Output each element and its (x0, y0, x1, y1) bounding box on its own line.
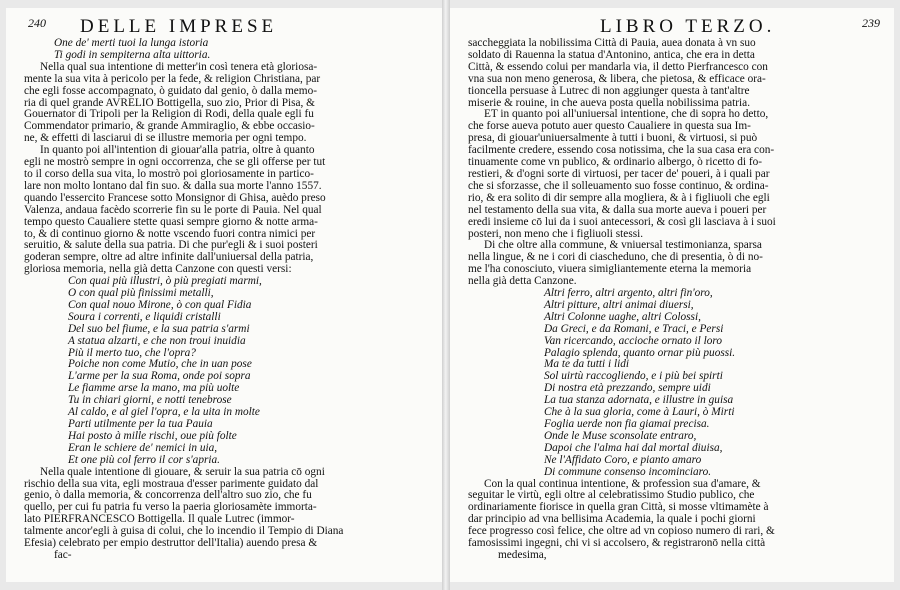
left-page-text-line: Parti utilmente per la tua Pauia (68, 418, 213, 430)
right-page-header (450, 8, 894, 38)
left-page-text (6, 38, 442, 562)
right-running-title: LIBRO TERZO. (600, 16, 776, 37)
left-page-text-line: Gouernator di Tripoli per la Religion di Rodi, della quale egli fu (24, 108, 314, 121)
left-page-text-line: gloriosa memoria, nella già detta Canzone con questi versi: (24, 263, 292, 276)
left-page-text-line: Efesia) celebrato per empio destruttor dell'Italia) auendo presa & (24, 537, 318, 550)
right-page-text-line: Con la qual continua intentione, & professìon sua d'amare, & (484, 477, 761, 490)
right-page-text-line: medesima, (498, 548, 547, 561)
left-page-text-line: Hai posto à mille rischi, oue più folte (68, 429, 237, 442)
left-page-text-line: Ti godi in sempiterna alta uittoria. (54, 48, 211, 61)
right-page-text-line: Città, & essendo colui per mandarla via, il detto Pierfrancesco con (468, 60, 768, 73)
left-page-text-line: A statua alzarti, e che non troui inuidia (68, 334, 246, 347)
left-page-text-line: che egli fosse accompagnato, ò guidato dal genio, ò dalla memo- (24, 84, 317, 97)
right-page-text-line: Van ricercando, accioche ornato il loro (544, 334, 722, 347)
left-page-text-line: Al caldo, e al giel l'opra, e la uita in molte (68, 406, 260, 419)
left-page-text-line: Nella quale intentione di giouare, & seruir la sua patria cō ogni (40, 465, 325, 478)
right-page-text-line: saccheggiata la nobilissima Città di Pauia, auea donata à vn suo (468, 37, 756, 49)
right-page-text-line: Dapoi che l'alma hai dal mortal diuisa, (544, 441, 723, 454)
left-page-text-line: to, & di continuo giorno & notte vscendo fuori contra nimici per (24, 227, 316, 240)
right-page-text-line: rio, & era solito di dir sempre alla mogliera, & à i figliuoli che egli (468, 191, 770, 204)
left-page-text-line: Le fiamme arse la mano, ma più uolte (68, 382, 240, 395)
left-page-text-line: seruitio, & salute della sua patria. Di che pur'egli & i suoi posteri (24, 239, 318, 252)
left-page-header (6, 8, 442, 38)
right-page-text-line: tinuamente come vn publico, & ordinario albergo, ò ricetto di fo- (468, 156, 763, 169)
right-page-text-line: eredi insieme cō lui da i suoi antecessori, & così gli lasciava à i suoi (468, 215, 776, 228)
left-page-text-line: Tu in chiari giorni, e notti tenebrose (68, 394, 232, 407)
left-page-text-line: ria di quel grande AVRELIO Bottigella, suo zio, Prior di Pisa, & (24, 96, 315, 109)
right-page-text-line: nella già detta Canzone. (468, 275, 577, 288)
left-page-number: 240 (28, 16, 46, 30)
right-page-number: 239 (862, 16, 880, 30)
right-page-text-line: Sol uirtù raccogliendo, e i più bei spirti (544, 370, 723, 383)
right-page-text-line: Altri pitture, altri animai diuersi, (544, 298, 694, 311)
right-page-text-line: Ma te da tutti i lidi (544, 358, 630, 371)
left-page-text-line: genio, ò dalla memoria, & concorrenza dell'altro suo zio, che fu (24, 489, 312, 502)
left-page-text-line: Poiche non come Mutio, che in uan pose (68, 358, 252, 371)
left-page-text-line: Eran le schiere de' nemici in uia, (68, 441, 218, 454)
right-page-text-line: posteri, non meno che i figliuoli stessi. (468, 227, 644, 240)
left-page-text-line: One de' merti tuoi la lunga istoria (54, 37, 209, 49)
left-page-text-line: Nella qual sua intentione di metter'in così tenera età gloriosa- (40, 60, 318, 73)
left-page-text-line: Commendator primario, & grande Ammiraglio, & ebbe occasio- (24, 120, 315, 133)
right-page-text-line: che si sforzasse, che il solleuamento suo fosse continuo, & ordina- (468, 179, 769, 192)
left-page-text-line: lare non molto lontano dal fin suo. & dalla sua morte l'anno 1557. (24, 179, 322, 192)
right-page-text-line: che forse aueva potuto auer questo Caualiere in questa sua Im- (468, 120, 751, 133)
right-page-text-line: Da Greci, e da Romani, e Traci, e Persi (544, 322, 724, 335)
right-page-text-line: Onde le Muse sconsolate entraro, (544, 429, 697, 442)
left-page-text-line: goderan sempre, oltre ad altre infinite dall'uniuersal della patria, (24, 251, 314, 264)
left-page-text-line: Con quai più illustri, ò più pregiati marmi, (68, 275, 262, 288)
right-page-text-line: tioncella persuase à Lutrec di non aggiunger questa à tant'altre (468, 84, 750, 97)
right-page (450, 8, 894, 582)
right-page-text-line: Di nostra età prezzando, sempre uidi (544, 382, 711, 395)
right-page-text-line: Palagio splenda, quanto ornar più puossi. (544, 346, 736, 359)
right-page-text (450, 38, 894, 562)
left-page-text-line: Valenza, andaua facèdo scorrerie fin su le porte di Pauia. Nel qual (24, 203, 322, 216)
right-page-text-line: Altri Colonne uaghe, altri Colossi, (544, 310, 701, 323)
right-page-text-line: vna sua non meno generosa, & libera, che pietosa, & efficace ora- (468, 72, 766, 85)
left-page-text-line: Più il merto tuo, che l'opra? (68, 346, 196, 359)
right-page-text-line: ordinariamente fiorisce in quella gran Città, si mosse vltimamète à (468, 501, 769, 514)
left-page-text-line: Del suo bel fiume, e la sua patria s'armi (68, 322, 250, 335)
right-page-text-line: Di che oltre alla commune, & vniuersal testimonianza, sparsa (484, 239, 762, 252)
right-page-text-line: restieri, & d'ogni sorte di virtuosi, per tacer de' poueri, à i quali par (468, 167, 770, 180)
right-page-text-line: seguitar le virtù, egli oltre al celebratissimo Studio publico, che (468, 489, 755, 502)
left-page-text-line: talmente ancor'egli à guisa di colui, che lo incendio il Tempio di Diana (24, 525, 344, 538)
left-page (6, 8, 442, 582)
left-page-text-line: quello, per cui fu patria fu verso la paeria gloriosamète immorta- (24, 501, 317, 514)
left-page-text-line: quando l'essercito Francese sotto Monsignor di Ghisa, auèdo preso (24, 191, 326, 204)
left-page-text-line: In quanto poi all'intention di giouar'alla patria, oltre à quanto (40, 144, 315, 157)
left-running-title: DELLE IMPRESE (80, 16, 278, 37)
right-page-text-line: dar principio ad vna bellisima Academia, la quale i pochi giorni (468, 513, 756, 526)
right-page-text-line: Altri ferro, altri argento, altri fin'oro, (544, 287, 713, 300)
left-page-text-line: lato PIERFRANCESCO Bottigella. Il quale Lutrec (immor- (24, 513, 295, 526)
left-page-text-line: fac- (54, 548, 72, 561)
right-page-text-line: Che à la sua gloria, come à Lauri, ò Mirti (544, 406, 735, 419)
left-page-text-line: ne, & effetti di lasciarui di se illustre memoria per ogni tempo. (24, 132, 307, 145)
left-page-text-line: mente la sua vita à pericolo per la fede, & religion Christiana, par (24, 72, 321, 85)
left-page-text-line: rischio della sua vita, egli mostraua d'esser parimente guidato dal (24, 477, 319, 490)
right-page-text-line: La tua stanza adornata, e illustre in guisa (544, 394, 734, 407)
book-gutter (442, 0, 450, 590)
left-page-text-line: Soura i correnti, e liquidi cristalli (68, 310, 221, 323)
right-page-text-line: soldato di Rauenna la statua d'Antonino, antica, che era in detta (468, 48, 755, 61)
left-page-text-line: L'arme per la sua Roma, onde poi sopra (68, 370, 251, 383)
left-page-text-line: to il corso della sua vita, lo mostrò poi gloriosamente in partico- (24, 167, 314, 180)
right-page-text-line: presa, di giouar'uniuersalmente à tutti i buoni, & virtuosi, si può (468, 132, 758, 145)
left-page-text-line: tempo questo Caualiere stette quasi sempre giorno & notte arma- (24, 215, 318, 228)
left-page-text-line: O con qual più finissimi metalli, (68, 287, 214, 300)
right-page-text-line: Foglia uerde non fia giamai precisa. (544, 418, 710, 430)
right-page-text-line: nel testamento della sua vita, & dalla sua morte aueva i poueri per (468, 203, 767, 216)
left-page-text-line: Con qual nouo Mirone, ò con qual Fidia (68, 298, 252, 311)
left-page-text-line: Et one più col ferro il cor s'apria. (68, 453, 220, 466)
right-page-text-line: famosissimi ingegni, chi vi si accolsero, & registraronō nella città (468, 537, 766, 550)
right-page-text-line: fece progresso così felice, che oltre ad vn copioso numero di rari, & (468, 525, 775, 538)
right-page-text-line: me l'ha conosciuto, viuera simigliantemente eterna la memoria (468, 263, 752, 276)
right-page-text-line: facilmente credere, essendo cosa notissima, che la sua casa era con- (468, 144, 775, 157)
right-page-text-line: ET in quanto poi all'uniuersal intentione, che di sopra ho detto, (484, 108, 769, 121)
right-page-text-line: Di commune consenso incominciaro. (544, 465, 712, 478)
right-page-text-line: miserie & rouine, in che aueva posta quella nobilissima patria. (468, 96, 751, 109)
right-page-text-line: Ne l'Affidato Coro, e pianto amaro (544, 453, 702, 466)
left-page-text-line: egli ne mostrò sempre in ogni occorrenza, che se gli offerse per tut (24, 156, 326, 169)
right-page-text-line: nella lingue, & ne i cori di ciascheduno, che di presentia, ò di no- (468, 251, 763, 264)
